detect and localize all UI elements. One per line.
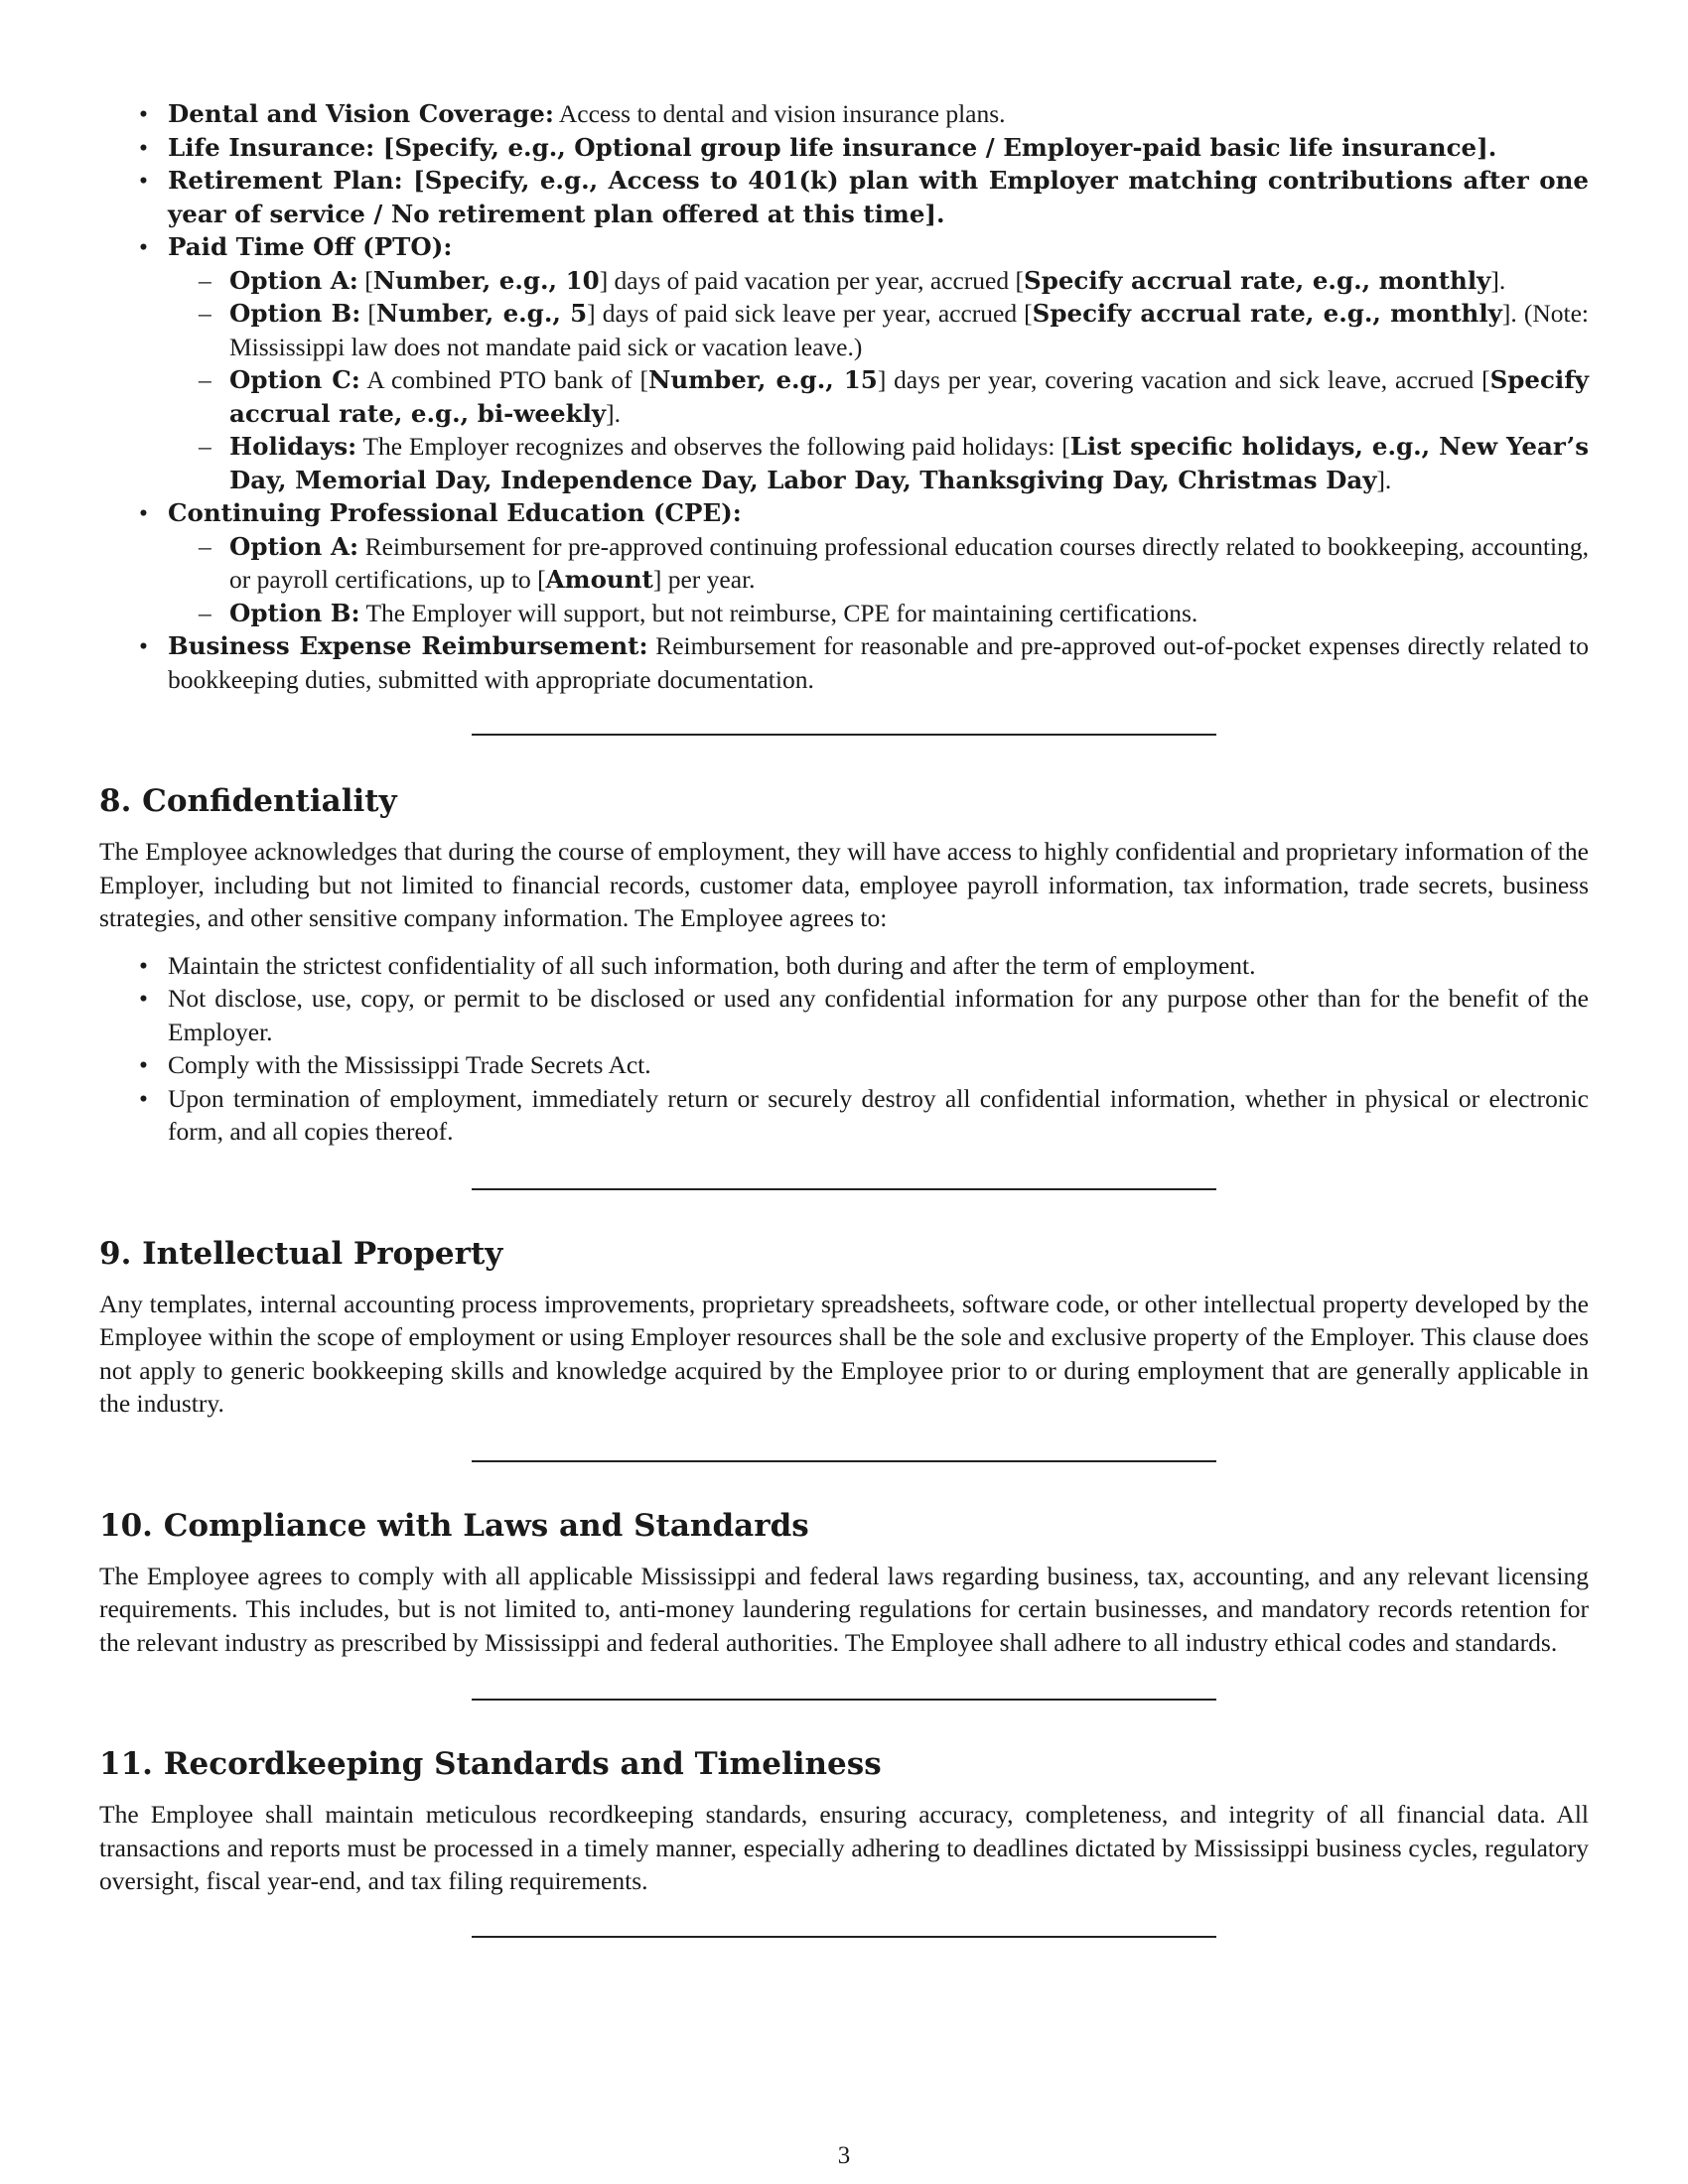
pto-option-b-text: ] days of paid sick leave per year, accrued [ (587, 299, 1033, 328)
pto-option-c-text: A combined PTO bank of [ (359, 365, 648, 394)
section-divider (472, 1936, 1216, 1938)
pto-option-b-text: [ (360, 299, 376, 328)
benefit-dental-label: Dental and Vision Coverage: (168, 99, 554, 128)
section-divider (472, 1460, 1216, 1462)
list-item: • Upon termination of employment, immediately return or securely destroy all confidential information, whether in physical or electronic form, and all copies thereof. (99, 1082, 1589, 1149)
pto-holidays-text: ]. (1376, 465, 1392, 494)
pto-option-c (99, 363, 1589, 430)
benefit-life-label: Life Insurance: [Specify, e.g., Optional group life insurance / Employer-paid basic life insurance]. (168, 132, 1497, 162)
section-8-title: 8. Confidentiality (99, 783, 397, 819)
cpe-option-b-label: Option B: (229, 598, 360, 627)
benefit-dental (99, 97, 1589, 131)
pto-option-a-days: Number, e.g., 10 (372, 265, 600, 295)
benefits-list (99, 97, 1589, 696)
benefit-pto-label: Paid Time Off (PTO): (168, 232, 453, 261)
cpe-option-b-text: The Employer will support, but not reimburse, CPE for maintaining certifications. (359, 598, 1198, 627)
pto-option-c-label: Option C: (229, 365, 360, 394)
section-8-list (99, 949, 1589, 1149)
pto-option-c-days: Number, e.g., 15 (647, 365, 878, 394)
section-10-body: The Employee agrees to comply with all applicable Mississippi and federal laws regarding business, tax, accounting, and any relevant licensing requirements. This includes, but is not limited to, anti-money laundering regulations for certain businesses, and mandatory records retention for the relevant industry as prescribed by Mississippi and federal authorities. The Employee shall adhere to all industry ethical codes and standards. (99, 1561, 1589, 1657)
pto-option-a-accrual: Specify accrual rate, e.g., monthly (1024, 265, 1491, 295)
section-divider (472, 734, 1216, 736)
benefit-dental-text: Access to dental and vision insurance plans. (553, 99, 1006, 128)
list-item: • Not disclose, use, copy, or permit to be disclosed or used any confidential information for any purpose other than for the benefit of the Employer. (99, 982, 1589, 1048)
benefit-cpe (99, 496, 1589, 629)
pto-option-a-text: ] days of paid vacation per year, accrued [ (599, 265, 1024, 295)
benefit-pto (99, 230, 1589, 496)
benefit-cpe-label: Continuing Professional Education (CPE): (168, 498, 742, 527)
pto-option-a (99, 264, 1589, 298)
pto-option-b-accrual: Specify accrual rate, e.g., monthly (1032, 299, 1502, 328)
pto-option-a-text: [ (357, 265, 373, 295)
section-11-title: 11. Recordkeeping Standards and Timeliness (99, 1746, 882, 1782)
section-9-body: Any templates, internal accounting process improvements, proprietary spreadsheets, software code, or other intellectual property developed by the Employee within the scope of employment or using Employer resources shall be the sole and exclusive property of the Employer. This clause does not apply to generic bookkeeping skills and knowledge acquired by the Employee prior to or during employment that are generally applicable in the industry. (99, 1289, 1589, 1418)
pto-option-c-text: ]. (606, 398, 621, 428)
pto-option-a-label: Option A: (229, 265, 358, 295)
pto-option-c-accrual: Specify accrual rate, e.g., bi-weekly (229, 365, 1590, 428)
pto-option-b-text: ]. (Note: Mississippi law does not mandate paid sick or vacation leave.) (229, 299, 1589, 361)
page-number: 3 (837, 2142, 851, 2169)
pto-option-b-label: Option B: (229, 299, 361, 328)
pto-options (168, 264, 1589, 497)
benefit-retirement (99, 164, 1589, 230)
cpe-option-b (99, 597, 1589, 630)
cpe-option-a-amount: Amount (545, 565, 653, 594)
pto-option-a-text: ]. (1490, 265, 1506, 295)
pto-holidays-label: Holidays: (229, 432, 357, 461)
section-9-title: 9. Intellectual Property (99, 1235, 503, 1272)
section-divider (472, 1188, 1216, 1190)
section-10-title: 10. Compliance with Laws and Standards (99, 1507, 809, 1544)
section-11-body: The Employee shall maintain meticulous recordkeeping standards, ensuring accuracy, completeness, and integrity of all financial data. All transactions and reports must be processed in a timely manner, especially adhering to deadlines dictated by Mississippi business cycles, regulatory oversight, fiscal year-end, and tax filing requirements. (99, 1800, 1589, 1895)
pto-holidays (99, 430, 1589, 496)
benefit-expense (99, 629, 1589, 696)
list-item: • Maintain the strictest confidentiality of all such information, both during and after the term of employment. (99, 949, 1589, 983)
section-divider (472, 1699, 1216, 1701)
section-8-intro: The Employee acknowledges that during the course of employment, they will have access to highly confidential and proprietary information of the Employer, including but not limited to financial records, customer data, employee payroll information, tax information, trade secrets, business strategies, and other sensitive company information. The Employee agrees to: (99, 837, 1589, 932)
cpe-option-a-text: ] per year. (652, 565, 756, 594)
list-item: • Comply with the Mississippi Trade Secrets Act. (99, 1048, 1589, 1082)
cpe-option-a (99, 530, 1589, 597)
benefit-retirement-label: Retirement Plan: [Specify, e.g., Access to 401(k) plan with Employer matching contributions after one year of service / No retirement plan offered at this time]. (168, 166, 1589, 228)
page-content (99, 97, 1589, 1938)
pto-option-b-days: Number, e.g., 5 (375, 299, 588, 328)
benefit-expense-text: Reimbursement for reasonable and pre-approved out-of-pocket expenses directly related to bookkeeping duties, submitted with appropriate documentation. (168, 631, 1589, 694)
cpe-option-a-text: Reimbursement for pre-approved continuing professional education courses directly related to bookkeeping, accounting, or payroll certifications, up to [ (229, 531, 1589, 594)
benefit-expense-label: Business Expense Reimbursement: (168, 631, 648, 660)
pto-holidays-text: The Employer recognizes and observes the following paid holidays: [ (356, 432, 1070, 461)
benefit-life (99, 131, 1589, 165)
pto-holidays-list: List specific holidays, e.g., New Year’s Day, Memorial Day, Independence Day, Labor Day, Thanksgiving Day, Christmas Day (229, 432, 1589, 494)
cpe-option-a-label: Option A: (229, 531, 359, 561)
pto-option-c-text: ] days per year, covering vacation and sick leave, accrued [ (877, 365, 1490, 394)
pto-option-b (99, 297, 1589, 363)
cpe-options (168, 530, 1589, 630)
